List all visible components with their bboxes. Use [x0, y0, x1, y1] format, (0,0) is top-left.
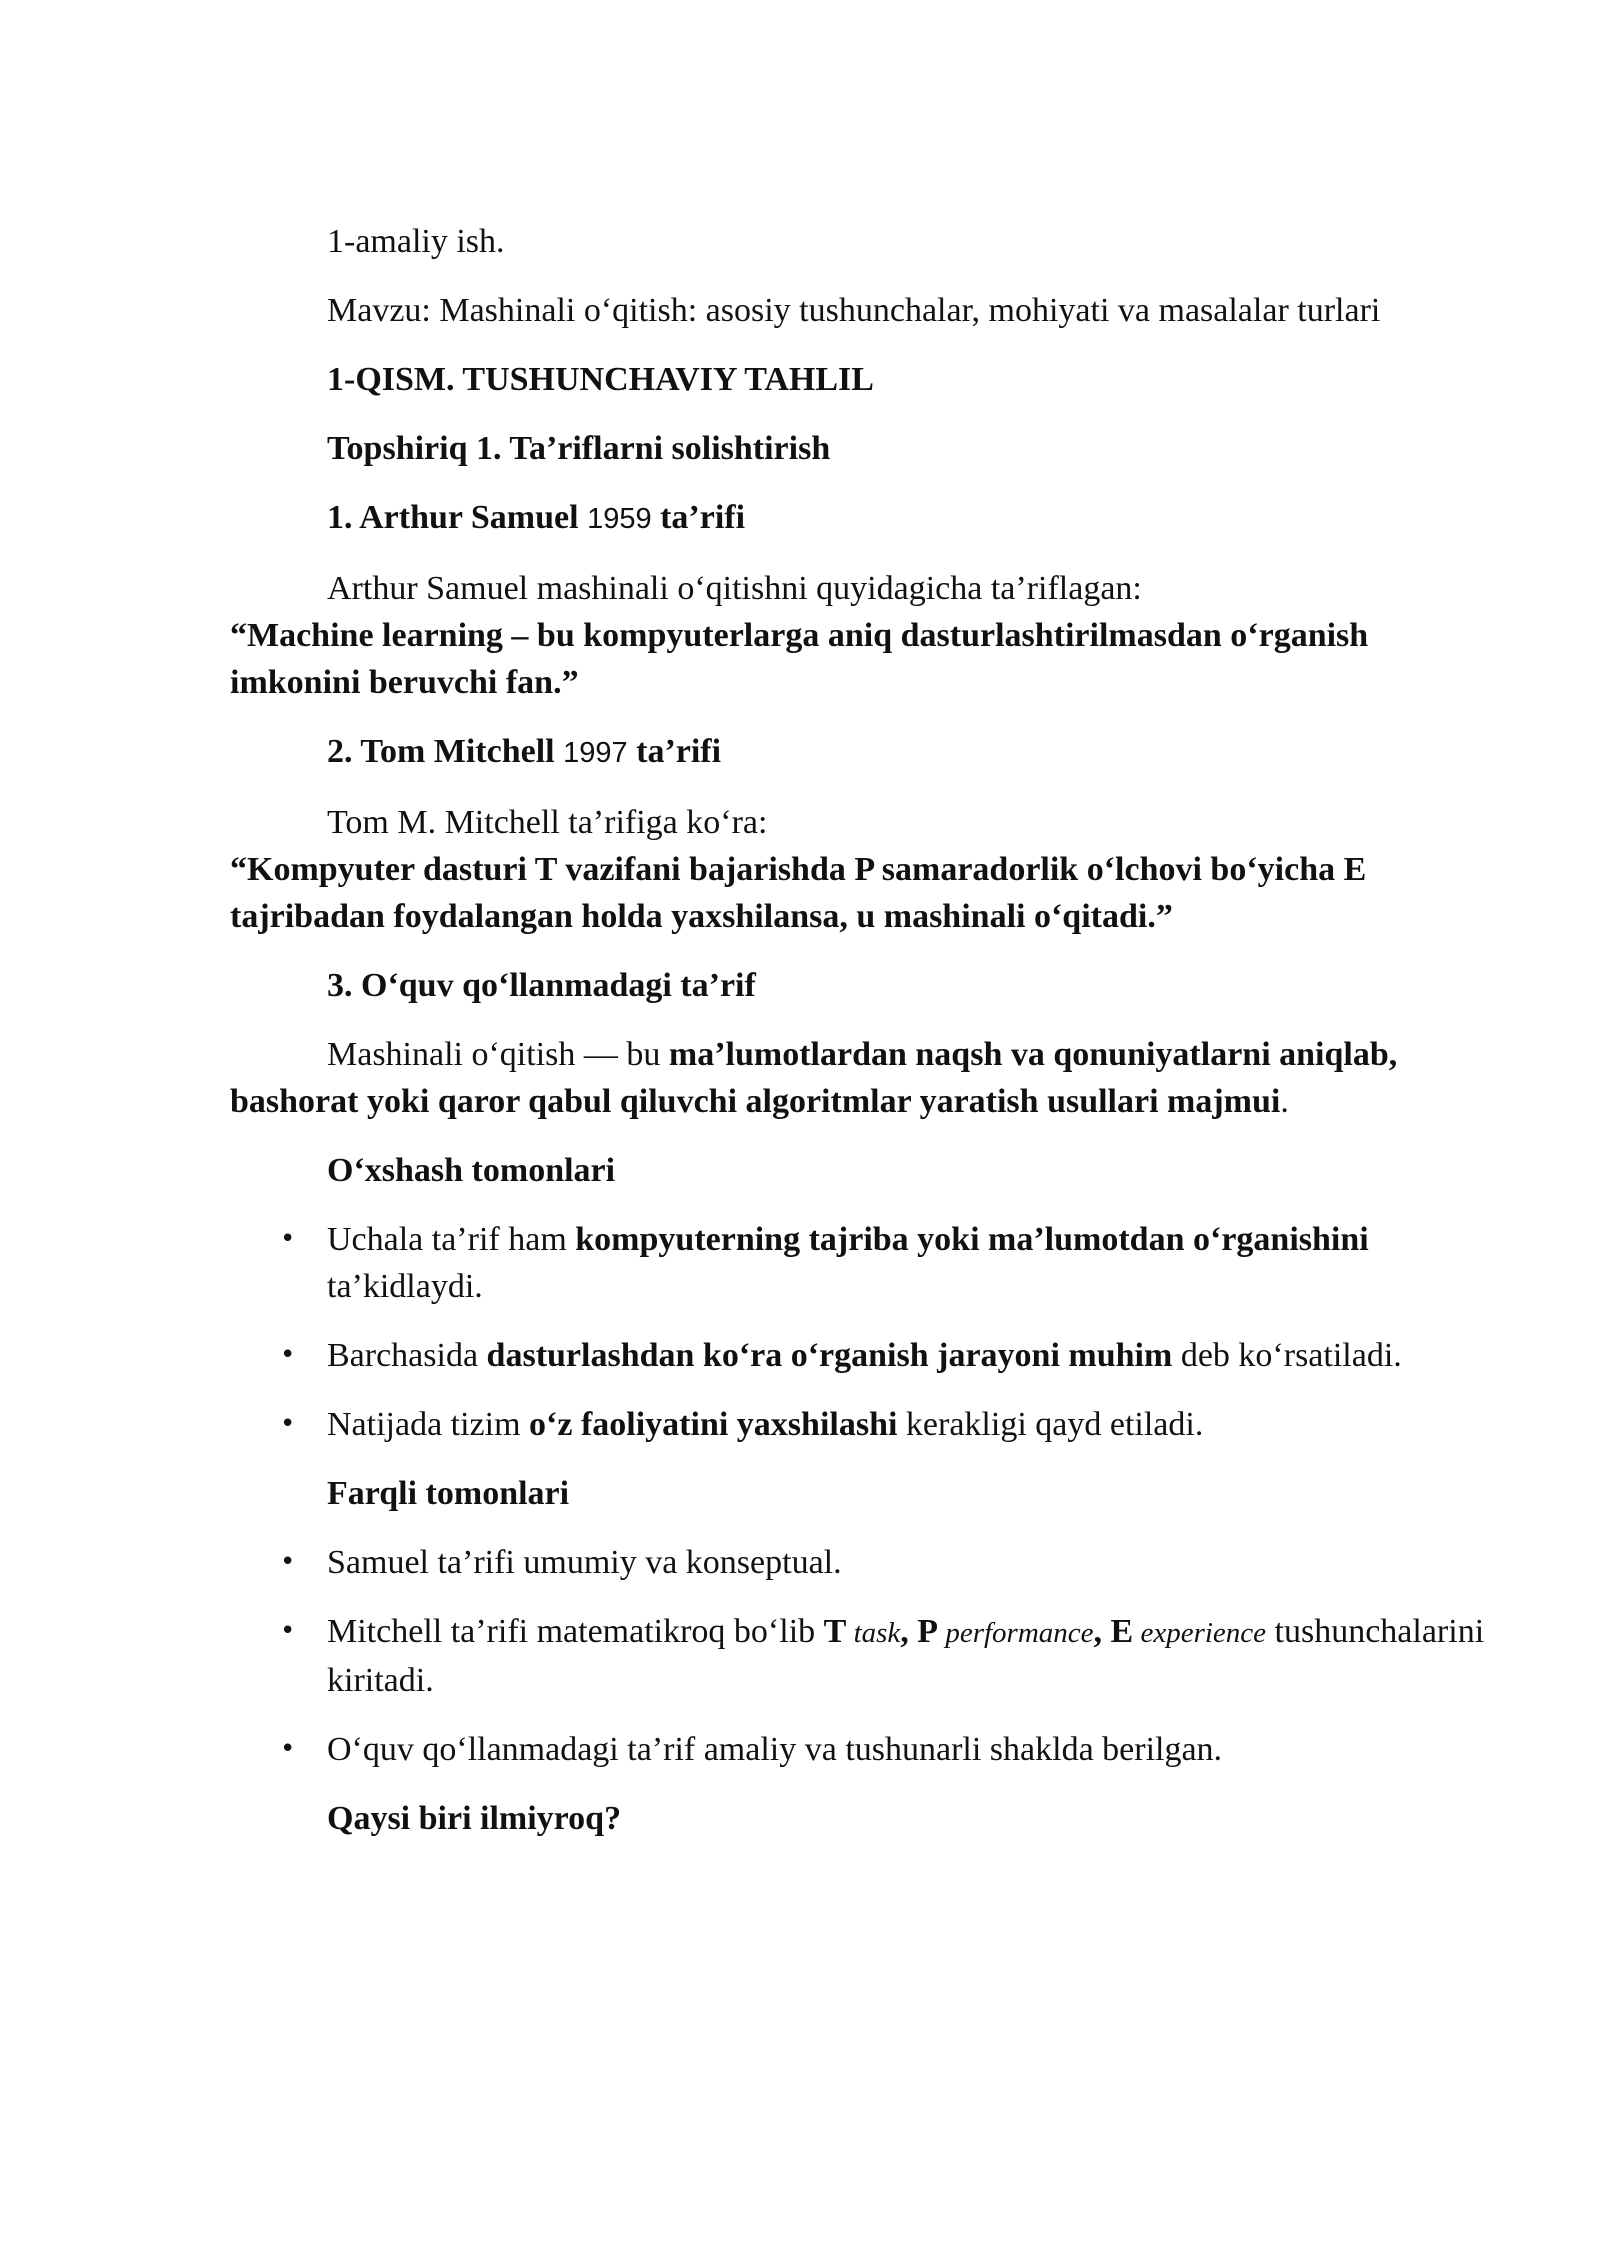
term-p-word: performance [938, 1617, 1094, 1649]
definition-1-heading-suffix: ta’rifi [651, 499, 746, 536]
similarities-list [230, 1216, 1490, 1448]
list-item-text: tushunchalarini kiritadi. [327, 1613, 1485, 1699]
list-item [230, 1332, 1490, 1379]
separator: , [1093, 1613, 1111, 1650]
definition-2-heading-name: 2. Tom Mitchell [327, 733, 564, 770]
differences-heading: Farqli tomonlari [327, 1475, 570, 1512]
bullet-icon: • [280, 1224, 296, 1254]
term-p: P [917, 1613, 939, 1650]
definition-2-intro: Tom M. Mitchell ta’rifiga ko‘ra: [327, 804, 768, 841]
list-item [230, 1401, 1490, 1448]
differences-list [230, 1539, 1490, 1773]
definition-3-text [230, 1031, 1490, 1125]
definition-3-text-end: . [1280, 1083, 1289, 1120]
definition-1-quote: “Machine learning – bu kompyuterlarga aniq dasturlashtirilmasdan o‘rganish imkonini beruvchi fan.” [230, 617, 1369, 701]
similarities-heading: O‘xshash tomonlari [327, 1152, 616, 1189]
topic-line: Mavzu: Mashinali o‘qitish: asosiy tushunchalar, mohiyati va masalalar turlari [327, 292, 1381, 329]
term-t: T [823, 1613, 847, 1650]
list-item [230, 1726, 1490, 1773]
part-heading: 1-QISM. TUSHUNCHAVIY TAHLIL [327, 361, 874, 398]
list-item-text: deb ko‘rsatiladi. [1172, 1337, 1402, 1374]
list-item [230, 1216, 1490, 1310]
definition-1-heading [230, 494, 1490, 543]
definition-2-heading-suffix: ta’rifi [627, 733, 722, 770]
list-item-text: ta’kidlaydi. [327, 1268, 483, 1305]
definition-1-year: 1959 [587, 503, 652, 535]
task-heading: Topshiriq 1. Ta’riflarni solishtirish [327, 430, 831, 467]
definition-3-text-bold: ma’lumotlardan naqsh va qonuniyatlarni aniqlab, bashorat yoki qaror qabul qiluvchi algoritmlar yaratish usullari majmui [230, 1036, 1398, 1120]
definition-1-intro: Arthur Samuel mashinali o‘qitishni quyidagicha ta’riflagan: [327, 570, 1142, 607]
definition-2-quote: “Kompyuter dasturi T vazifani bajarishda P samaradorlik o‘lchovi bo‘yicha E tajribadan foydalangan holda yaxshilansa, u mashinali o‘qitadi.” [230, 851, 1367, 935]
list-item-emphasis: dasturlashdan ko‘ra o‘rganish jarayoni muhim [486, 1337, 1173, 1374]
bullet-icon: • [280, 1340, 296, 1370]
separator: , [900, 1613, 918, 1650]
term-t-word: task [846, 1617, 901, 1649]
bullet-icon: • [280, 1616, 296, 1646]
term-e: E [1110, 1613, 1134, 1650]
list-item-text: Barchasida [327, 1337, 487, 1374]
term-e-word: experience [1133, 1617, 1267, 1649]
list-item [230, 1539, 1490, 1586]
list-item [230, 1608, 1490, 1704]
list-item-text: Uchala ta’rif ham [327, 1221, 576, 1258]
list-item-text: kerakligi qayd etiladi. [897, 1406, 1204, 1443]
work-title: 1-amaliy ish. [327, 223, 505, 260]
bullet-icon: • [280, 1547, 296, 1577]
definition-3-text-start: Mashinali o‘qitish — bu [327, 1036, 669, 1073]
definition-1-heading-name: 1. Arthur Samuel [327, 499, 588, 536]
document-body [230, 218, 1490, 1842]
definition-3-heading: 3. O‘quv qo‘llanmadagi ta’rif [327, 967, 756, 1004]
list-item-emphasis: kompyuterning tajriba yoki ma’lumotdan o‘rganishini [575, 1221, 1369, 1258]
list-item-emphasis: o‘z faoliyatini yaxshilashi [529, 1406, 898, 1443]
list-item-text: Samuel ta’rifi umumiy va konseptual. [327, 1544, 842, 1581]
bullet-icon: • [280, 1734, 296, 1764]
bullet-icon: • [280, 1409, 296, 1439]
definition-2-year: 1997 [563, 737, 628, 769]
list-item-text: Mitchell ta’rifi matematikroq bo‘lib [327, 1613, 824, 1650]
question-heading: Qaysi biri ilmiyroq? [327, 1800, 622, 1837]
list-item-text: O‘quv qo‘llanmadagi ta’rif amaliy va tushunarli shaklda berilgan. [327, 1731, 1223, 1768]
list-item-text: Natijada tizim [327, 1406, 530, 1443]
definition-2-heading [230, 728, 1490, 777]
